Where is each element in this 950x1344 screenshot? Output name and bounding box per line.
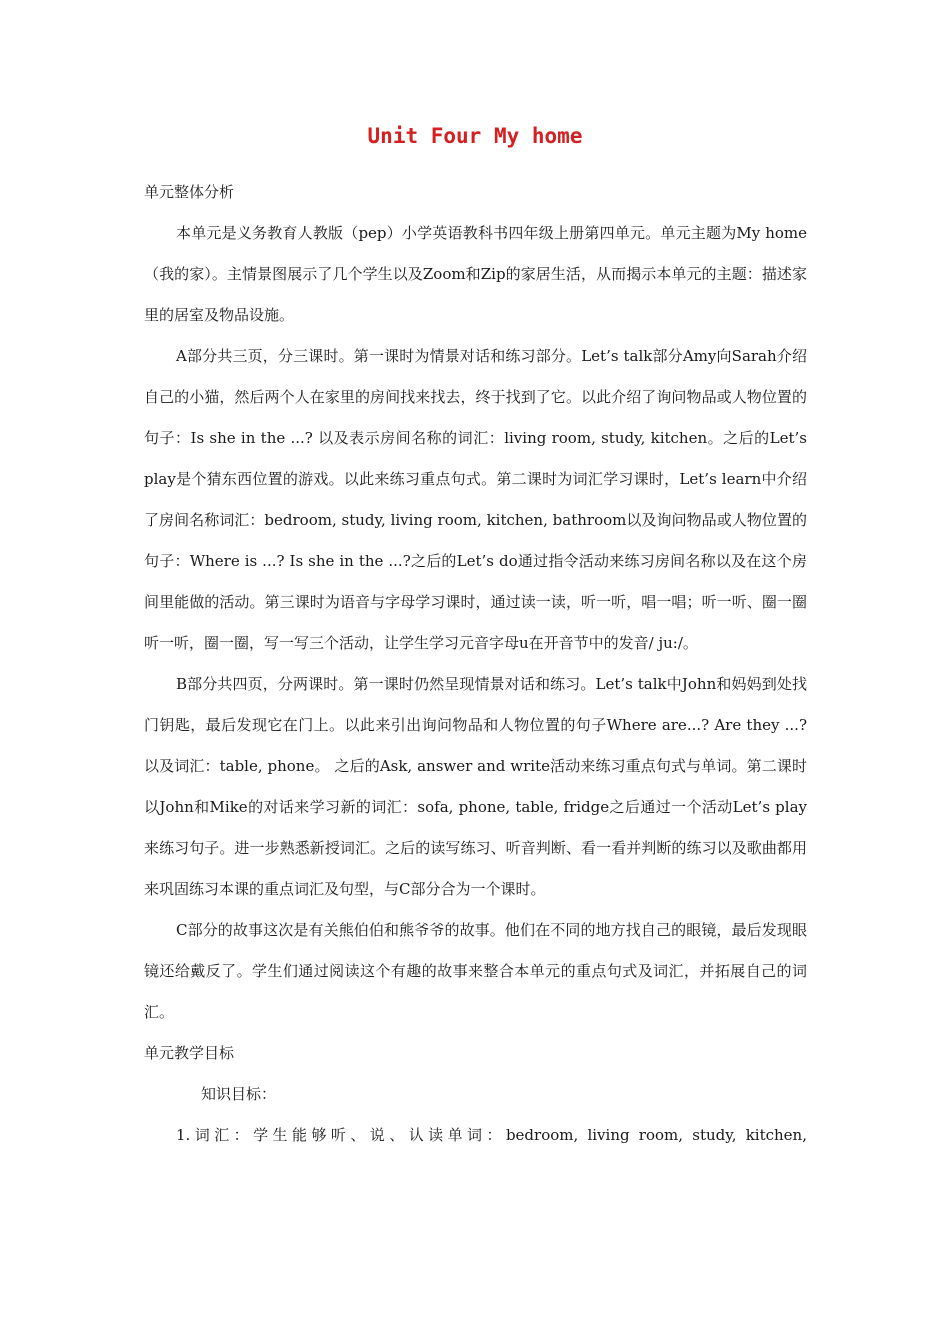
section-heading-analysis: 单元整体分析 — [144, 183, 235, 201]
list-item-vocabulary: 1.词汇：学生能够听、说、认读单词：bedroom, living room, study, kitchen, — [176, 1126, 807, 1144]
paragraph-part-c: C部分的故事这次是有关熊伯伯和熊爷爷的故事。他们在不同的地方找自己的眼镜，最后发现眼镜还给戴反了。学生们通过阅读这个有趣的故事来整合本单元的重点句式及词汇，并拓展自己的词汇。 — [144, 921, 807, 1021]
paragraph-part-a: A部分共三页，分三课时。第一课时为情景对话和练习部分。Let’s talk部分Amy向Sarah介绍自己的小猫，然后两个人在家里的房间找来找去，终于找到了它。以此介绍了询问物品或人物位置的句子：Is she in the ...? 以及表示房间名称的词汇：living room, study, kitchen。之后的Let’s play是个猜东西位置的游戏。以此来练习重点句式。第二课时为词汇学习课时，Let’s learn中介绍了房间名称词汇：bedroom, study, living room, kitchen, bathroom以及询问物品或人物位置的句子：Where is ...? Is she in the ...?之后的Let’s do通过指令活动来练习房间名称以及在这个房间里能做的活动。第三课时为语音与字母学习课时，通过读一读，听一听，唱一唱；听一听、圈一圈听一听，圈一圈，写一写三个活动，让学生学习元音字母u在开音节中的发音/ ju:/。 — [144, 347, 807, 652]
document-body — [144, 172, 807, 1156]
section-heading-goals: 单元教学目标 — [144, 1044, 235, 1062]
paragraph-overview: 本单元是义务教育人教版（pep）小学英语教科书四年级上册第四单元。单元主题为My home（我的家）。主情景图展示了几个学生以及Zoom和Zip的家居生活，从而揭示本单元的主题：描述家里的居室及物品设施。 — [144, 224, 807, 324]
knowledge-goal-label: 知识目标： — [201, 1085, 277, 1103]
document-title: Unit Four My home — [367, 124, 583, 148]
paragraph-part-b: B部分共四页，分两课时。第一课时仍然呈现情景对话和练习。Let’s talk中John和妈妈到处找门钥匙，最后发现它在门上。以此来引出询问物品和人物位置的句子Where are...? Are they ...? 以及词汇：table, phone。 之后的Ask, answer and write活动来练习重点句式与单词。第二课时以John和Mike的对话来学习新的词汇：sofa, phone, table, fridge之后通过一个活动Let’s play来练习句子。进一步熟悉新授词汇。之后的读写练习、听音判断、看一看并判断的练习以及歌曲都用来巩固练习本课的重点词汇及句型，与C部分合为一个课时。 — [144, 675, 807, 898]
